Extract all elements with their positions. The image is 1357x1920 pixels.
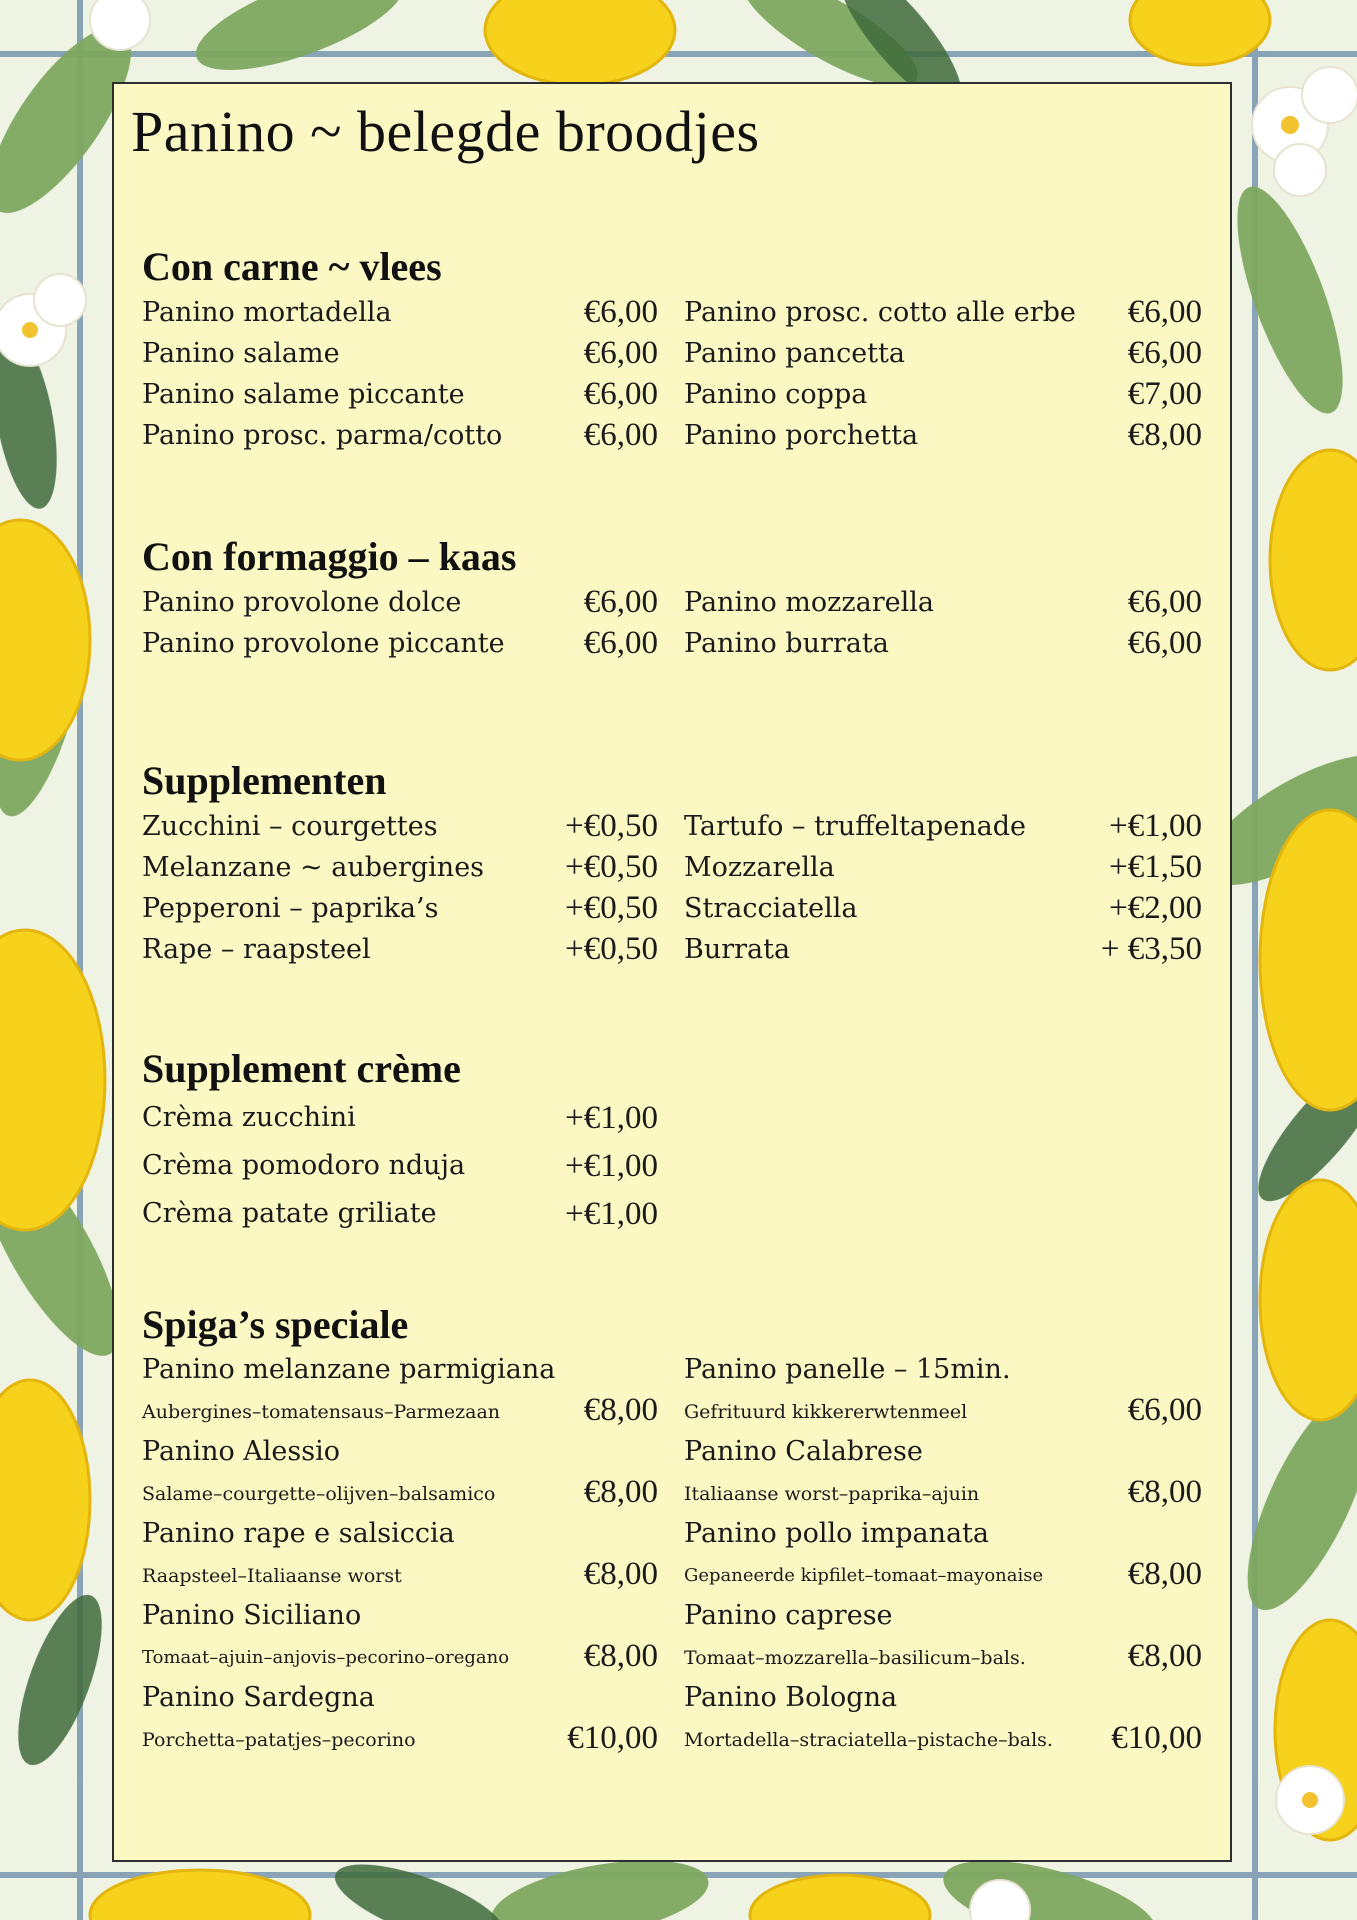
section-supplementen (142, 756, 1202, 970)
item-price: €6,00 (583, 417, 658, 453)
item-price: €6,00 (1127, 625, 1202, 661)
item-name: Panino provolone piccante (142, 628, 505, 659)
menu-item (684, 1596, 1202, 1678)
menu-item (684, 582, 1202, 623)
menu-item (142, 806, 658, 847)
item-price: +€1,00 (565, 1100, 658, 1136)
menu-column-right (684, 292, 1202, 456)
item-name: Zucchini – courgettes (142, 811, 438, 842)
item-name: Crèma pomodoro nduja (142, 1150, 466, 1181)
item-name: Crèma zucchini (142, 1102, 356, 1133)
item-description: Salame–courgette–olijven–balsamico (142, 1483, 496, 1505)
menu-item (142, 623, 658, 664)
item-price: €6,00 (1127, 335, 1202, 371)
item-name: Panino Bologna (684, 1682, 898, 1713)
item-name: Panino pancetta (684, 338, 905, 369)
item-price: €8,00 (1127, 417, 1202, 453)
item-name: Panino prosc. cotto alle erbe (684, 297, 1076, 328)
menu-column-left (142, 806, 658, 970)
menu-item (142, 292, 658, 333)
section-heading: Supplementen (142, 758, 387, 803)
menu-item (684, 292, 1202, 333)
menu-item (684, 1432, 1202, 1514)
menu-item (684, 929, 1202, 970)
item-price: €8,00 (1127, 1556, 1202, 1592)
item-name: Rape – raapsteel (142, 934, 371, 965)
item-name: Panino Sardegna (142, 1682, 375, 1713)
item-price: €8,00 (1127, 1638, 1202, 1674)
item-price: + €3,50 (1100, 931, 1202, 967)
menu-column-right (684, 806, 1202, 970)
item-price: €6,00 (583, 294, 658, 330)
item-name: Mozzarella (684, 852, 835, 883)
item-name: Panino caprese (684, 1600, 893, 1631)
item-name: Panino mortadella (142, 297, 392, 328)
item-price: €6,00 (583, 335, 658, 371)
item-description: Mortadella–straciatella–pistache–bals. (684, 1729, 1053, 1751)
menu-item (142, 415, 658, 456)
item-price: €6,00 (583, 584, 658, 620)
item-price: +€0,50 (565, 931, 658, 967)
menu-column-left (142, 1094, 658, 1238)
menu-column-left (142, 1350, 658, 1760)
item-price: +€1,00 (565, 1148, 658, 1184)
section-heading: Con carne ~ vlees (142, 244, 442, 289)
menu-item (142, 929, 658, 970)
item-name: Panino salame (142, 338, 340, 369)
menu-item (142, 582, 658, 623)
menu-item (684, 1678, 1202, 1760)
menu-item (684, 415, 1202, 456)
item-price: €8,00 (583, 1392, 658, 1428)
item-name: Panino provolone dolce (142, 587, 462, 618)
item-description: Tomaat–ajuin–anjovis–pecorino–oregano (142, 1647, 510, 1668)
item-name: Tartufo – truffeltapenade (684, 811, 1026, 842)
item-price: €6,00 (1127, 294, 1202, 330)
item-name: Stracciatella (684, 893, 858, 924)
item-price: €7,00 (1127, 376, 1202, 412)
menu-item (142, 333, 658, 374)
item-name: Crèma patate griliate (142, 1198, 437, 1229)
menu-item (142, 1514, 658, 1596)
section-heading: Supplement crème (142, 1046, 461, 1091)
item-price: €10,00 (1111, 1720, 1202, 1756)
menu-item (142, 374, 658, 415)
item-price: +€1,50 (1109, 849, 1202, 885)
menu-item (684, 374, 1202, 415)
item-name: Panino salame piccante (142, 379, 465, 410)
menu-column-left (142, 292, 658, 456)
menu-item (684, 1514, 1202, 1596)
item-name: Panino Siciliano (142, 1600, 362, 1631)
section-heading: Con formaggio – kaas (142, 534, 517, 579)
menu-item (142, 1678, 658, 1760)
menu-item (684, 1350, 1202, 1432)
item-description: Gefrituurd kikkererwtenmeel (684, 1401, 968, 1423)
item-price: +€2,00 (1109, 890, 1202, 926)
menu-item (142, 1190, 658, 1238)
menu-card (112, 82, 1232, 1862)
item-price: +€0,50 (565, 849, 658, 885)
menu-item (684, 806, 1202, 847)
item-name: Panino rape e salsiccia (142, 1518, 455, 1549)
item-price: €8,00 (1127, 1474, 1202, 1510)
section-heading: Spiga’s speciale (142, 1302, 409, 1347)
section-supplement-creme (142, 1044, 1202, 1238)
item-name: Melanzane ~ aubergines (142, 852, 485, 883)
item-price: €6,00 (583, 625, 658, 661)
item-name: Panino prosc. parma/cotto (142, 420, 503, 451)
item-name: Panino Alessio (142, 1436, 341, 1467)
item-name: Burrata (684, 934, 791, 965)
item-price: €6,00 (1127, 584, 1202, 620)
item-description: Aubergines–tomatensaus–Parmezaan (142, 1401, 501, 1423)
menu-column-right (684, 1350, 1202, 1760)
menu-item (142, 1142, 658, 1190)
item-price: €8,00 (583, 1474, 658, 1510)
item-price: €10,00 (567, 1720, 658, 1756)
item-price: +€0,50 (565, 890, 658, 926)
item-name: Panino pollo impanata (684, 1518, 990, 1549)
menu-item (684, 333, 1202, 374)
menu-item (684, 623, 1202, 664)
item-name: Panino Calabrese (684, 1436, 923, 1467)
menu-column-left (142, 582, 658, 664)
menu-item (142, 1432, 658, 1514)
item-description: Raapsteel–Italiaanse worst (142, 1565, 402, 1587)
menu-item (684, 888, 1202, 929)
menu-item (142, 1094, 658, 1142)
page-title: Panino ~ belegde broodjes (131, 99, 760, 164)
item-description: Porchetta–patatjes–pecorino (142, 1729, 416, 1751)
item-price: €8,00 (583, 1638, 658, 1674)
menu-item (684, 847, 1202, 888)
item-description: Italiaanse worst–paprika–ajuin (684, 1483, 980, 1505)
item-price: +€1,00 (565, 1196, 658, 1232)
menu-item (142, 1350, 658, 1432)
item-name: Panino panelle – 15min. (684, 1354, 1011, 1385)
item-price: €8,00 (583, 1556, 658, 1592)
item-name: Panino porchetta (684, 420, 919, 451)
menu-item (142, 888, 658, 929)
item-price: +€1,00 (1109, 808, 1202, 844)
item-name: Panino burrata (684, 628, 889, 659)
item-name: Panino coppa (684, 379, 868, 410)
item-name: Panino mozzarella (684, 587, 934, 618)
menu-item (142, 1596, 658, 1678)
section-con-carne (142, 242, 1202, 456)
item-description: Tomaat–mozzarella–basilicum–bals. (684, 1647, 1026, 1669)
item-price: €6,00 (583, 376, 658, 412)
section-con-formaggio (142, 532, 1202, 664)
item-price: +€0,50 (565, 808, 658, 844)
item-name: Panino melanzane parmigiana (142, 1354, 556, 1385)
item-name: Pepperoni – paprika’s (142, 893, 439, 924)
item-price: €6,00 (1127, 1392, 1202, 1428)
menu-item (142, 847, 658, 888)
section-spiga-speciale (142, 1300, 1202, 1760)
item-description: Gepaneerde kipfilet–tomaat–mayonaise (684, 1565, 1044, 1586)
menu-column-right (684, 582, 1202, 664)
